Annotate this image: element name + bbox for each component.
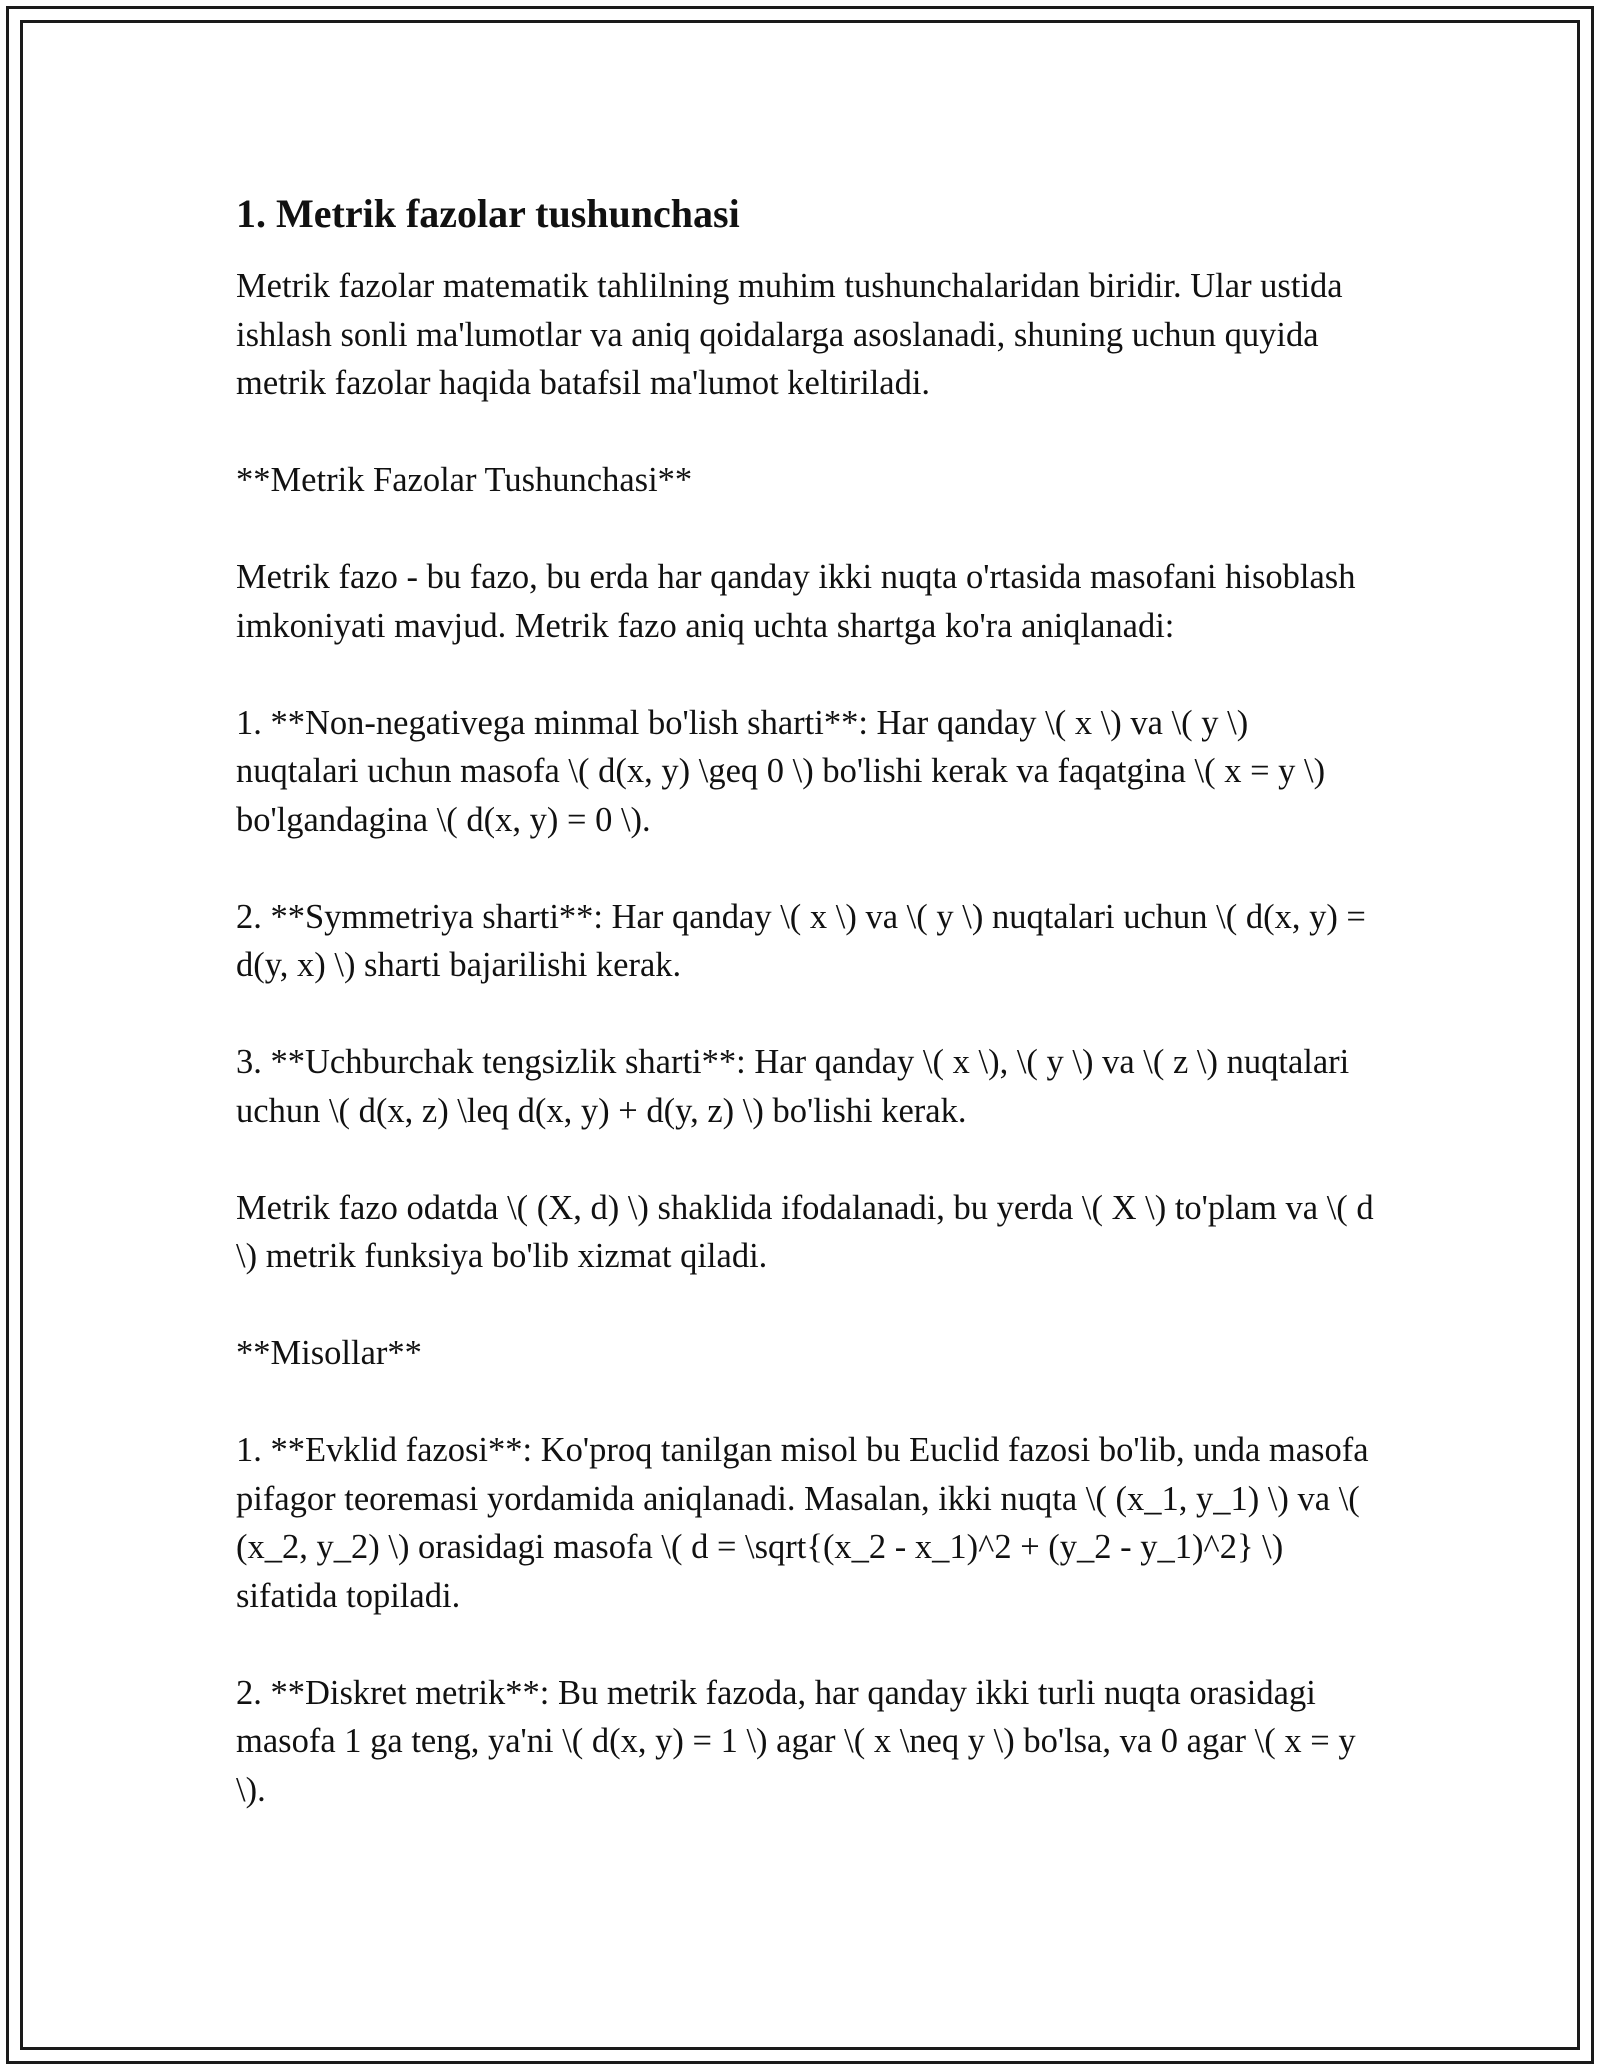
document-body bbox=[236, 186, 1383, 1814]
condition-triangle-inequality: 3. **Uchburchak tengsizlik sharti**: Har qanday \( x \), \( y \) va \( z \) nuqtalari uchun \( d(x, z) \leq d(x, y) + d(y, z) \) bo'lishi kerak. bbox=[236, 1043, 1358, 1130]
section-heading: 1. Metrik fazolar tushunchasi bbox=[236, 191, 740, 236]
condition-non-negativity: 1. **Non-negativega minmal bo'lish sharti**: Har qanday \( x \) va \( y \) nuqtalari uchun masofa \( d(x, y) \geq 0 \) bo'lishi kerak va faqatgina \( x = y \) bo'lgandagina \( d(x, y) = 0 \). bbox=[236, 703, 1334, 839]
example-discrete: 2. **Diskret metrik**: Bu metrik fazoda, har qanday ikki turli nuqta orasidagi masofa 1 ga teng, ya'ni \( d(x, y) = 1 \) agar \( x \neq y \) bo'lsa, va 0 agar \( x = y \). bbox=[236, 1673, 1365, 1809]
subheading-metric-spaces: **Metrik Fazolar Tushunchasi** bbox=[236, 461, 693, 499]
intro-paragraph: Metrik fazolar matematik tahlilning muhim tushunchalaridan biridir. Ular ustida ishlash sonli ma'lumotlar va aniq qoidalarga asoslanadi, shuning uchun quyida metrik fazolar haqida batafsil ma'lumot keltiriladi. bbox=[236, 267, 1352, 402]
notation-paragraph: Metrik fazo odatda \( (X, d) \) shaklida ifodalanadi, bu yerda \( X \) to'plam va \( d \) metrik funksiya bo'lib xizmat qiladi. bbox=[236, 1188, 1383, 1275]
definition-paragraph: Metrik fazo - bu fazo, bu erda har qanday ikki nuqta o'rtasida masofani hisoblash imkoniyati mavjud. Metrik fazo aniq uchta shartga ko'ra aniqlanadi: bbox=[236, 558, 1365, 645]
condition-symmetry: 2. **Symmetriya sharti**: Har qanday \( x \) va \( y \) nuqtalari uchun \( d(x, y) = d(y, x) \) sharti bajarilishi kerak. bbox=[236, 897, 1375, 984]
subheading-examples: **Misollar** bbox=[236, 1334, 422, 1372]
example-euclidean: 1. **Evklid fazosi**: Ko'proq tanilgan misol bu Euclid fazosi bo'lib, unda masofa pifagor teoremasi yordamida aniqlanadi. Masalan, ikki nuqta \( (x_1, y_1) \) va \( (x_2, y_2) \) orasidagi masofa \( d = \sqrt{(x_2 - x_1)^2 + (y_2 - y_1)^2} \) sifatida topiladi. bbox=[236, 1431, 1378, 1615]
